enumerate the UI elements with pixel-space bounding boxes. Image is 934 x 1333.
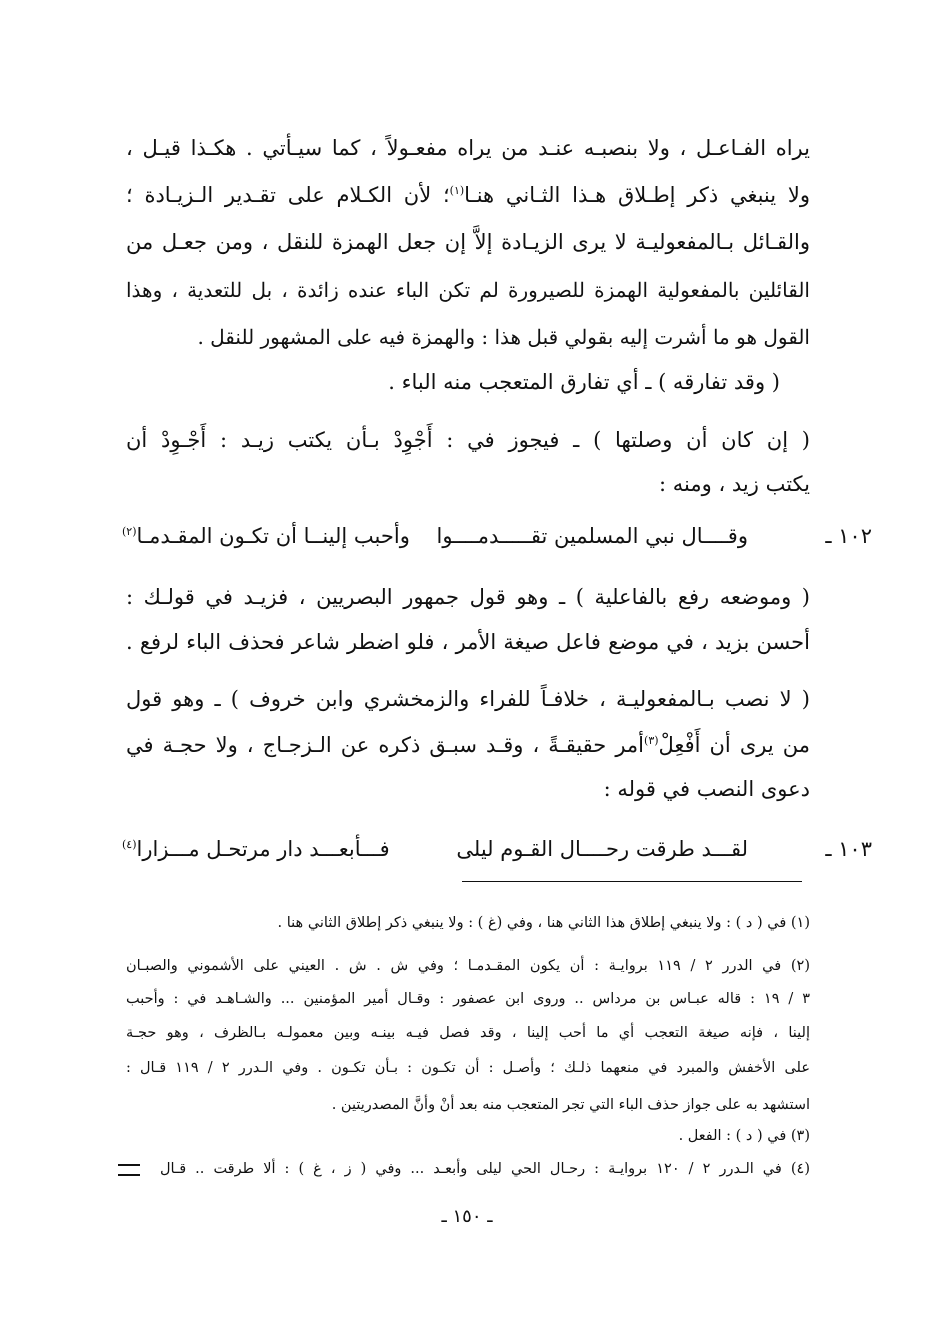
text-fragment: أمر حقيقـةً ، وقـد سبـق ذكره عن الـزجـاج ، ولا حجـة في — [126, 733, 645, 757]
text-fragment: ؛ لأن الكـلام على تقـدير الـزيـادة ؛ — [126, 183, 450, 207]
footnote-marker: (٣) — [644, 734, 659, 747]
footnote-divider — [462, 881, 802, 882]
text-line: دعوى النصب في قوله : — [603, 777, 810, 801]
verse-second-hemistich — [122, 516, 410, 556]
text-line: ( وقد تفارقه ) ـ أي تفارق المتعجب منه الباء . — [388, 370, 780, 394]
footnote-2-line: على الأخفش والمبرد في منعهما ذلـك ؛ وأصـل : أن تكـون : بـأن تكـون . وفي الـدرر ٢ / ١١٩ قـال : — [126, 1060, 810, 1076]
verse-first-hemistich: وقــــال نبي المسلمين تقـــــدمــــوا — [436, 524, 748, 548]
verse-103 — [122, 829, 872, 869]
text-line: ( وموضعه رفع بالفاعلية ) ـ وهو قول جمهور البصريين ، فزيـد في قولـك : — [126, 585, 810, 609]
text-line — [126, 175, 810, 215]
text-line: أحسن بزيد ، في موضع فاعل صيغة الأمر ، فلو اضطر شاعر فحذف الباء لرفع . — [126, 630, 810, 654]
footnote-2-line: إلينا ، فإنه صيغة التعجب أي ما أحب إلينا ، وقد فصل فيـه بينـه وبين معمولـه بـالظرف ، وهو حجـة — [126, 1025, 810, 1041]
footnote-2: (٢) في الدرر ٢ / ١١٩ بروايـة : أن يكون المقـدمـا ؛ وفي ش . ش . العيني على الأشموني والصبـان — [126, 958, 810, 974]
footnote-marker: (٢) — [122, 525, 137, 538]
verse-number: ١٠٣ ـ — [825, 837, 872, 861]
text-fragment: فـــأبعـــد دار مرتحـل مـــزارا — [136, 837, 390, 861]
verse-second-hemistich — [122, 829, 390, 869]
verse-number: ١٠٢ ـ — [825, 524, 872, 548]
text-line: القول هو ما أشرت إليه بقولي قبل هذا : والهمزة فيه على المشهور للنقل . — [197, 325, 810, 349]
footnote-marker: (١) — [449, 184, 465, 197]
verse-102 — [122, 516, 872, 556]
text-line: والقـائل بـالمفعوليـة لا يرى الزيـادة إلاَّ إن جعل الهمزة للنقل ، ومن جعـل من — [126, 230, 810, 254]
text-fragment: وأحبب إلينــا أن تكـون المقـدمـا — [136, 524, 410, 548]
text-line: ( إن كان أن وصلتها ) ـ فيجوز في : أَجْوِدْ بـأن يكتب زيـد : أَجْـوِدْ أن — [126, 428, 810, 452]
continuation-mark — [118, 1164, 140, 1176]
text-fragment: ولا ينبغي ذكر إطـلاق هـذا الثـاني هنـا — [464, 183, 810, 207]
text-fragment: من يرى أن أَفْعِلْ — [658, 733, 810, 757]
footnote-1: (١) في ( د ) : ولا ينبغي إطلاق هذا الثاني هنا ، وفي (غ ) : ولا ينبغي ذكر إطلاق الثاني هنا . — [277, 915, 810, 931]
footnote-2-line: استشهد به على جواز حذف الباء التي تجر المتعجب منه بعد أنْ وأنَّ المصدريتين . — [331, 1097, 810, 1113]
page-number: ـ ١٥٠ ـ — [441, 1206, 493, 1227]
verse-first-hemistich: لقـــد طرقت رحــــال القـوم ليلى — [456, 837, 748, 861]
footnote-4: (٤) في الـدرر ٢ / ١٢٠ بروايـة : رحـال الحي ليلى وأبعـد ... وفي ( ز ، غ ) : ألا طرقت .. قـال — [160, 1161, 810, 1177]
footnote-2-line: ٣ / ١٩ : قاله عبـاس بن مرداس .. وروى ابن عصفور : وقـال أمير المؤمنين ... والشـاهـد في : وأحبب — [126, 991, 810, 1007]
text-line: ( لا نصب بـالمفعوليـة ، خلافـاً للفراء والزمخشري وابن خروف ) ـ وهو قول — [126, 687, 810, 711]
footnote-3: (٣) في ( د ) : الفعل . — [678, 1128, 810, 1144]
footnote-marker: (٤) — [122, 838, 137, 851]
text-line: يكتب زيد ، ومنه : — [659, 472, 810, 496]
text-line: القائلين بالمفعولية الهمزة للصيرورة لم تكن الباء عنده زائدة ، بل للتعدية ، وهذا — [126, 278, 810, 302]
text-line — [126, 725, 810, 765]
text-line: يراه الفـاعـل ، ولا بنصبـه عنـد من يراه مفعـولاً ، كما سيـأتي . هكـذا قيـل ، — [126, 136, 810, 160]
